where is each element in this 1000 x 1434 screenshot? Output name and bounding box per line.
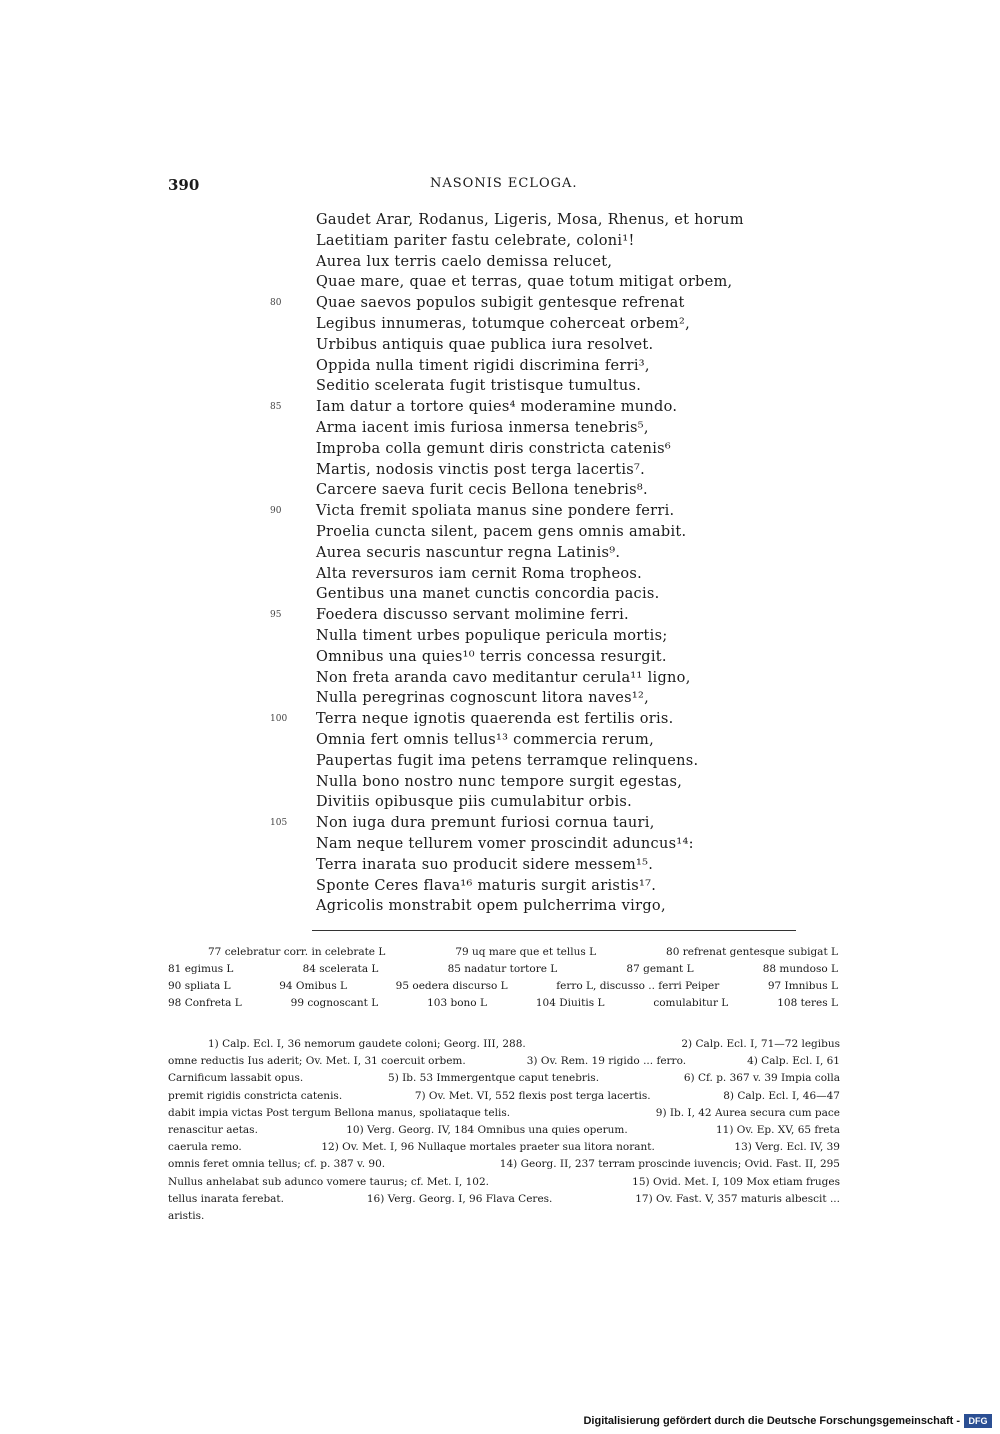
verse-number	[270, 252, 316, 273]
verse-text: Nulla bono nostro nunc tempore surgit egestas,	[316, 773, 683, 790]
apparatus-entry: 95 oedera discurso L	[395, 980, 508, 992]
apparatus-row	[168, 995, 838, 1012]
verse-text: Laetitiam pariter fastu celebrate, coloni¹!	[316, 232, 635, 249]
footnote-line	[168, 1105, 840, 1122]
verse-line	[270, 626, 790, 647]
verse-number	[270, 314, 316, 335]
apparatus-entry: 90 spliata L	[168, 980, 231, 992]
verse-text: Agricolis monstrabit opem pulcherrima virgo,	[316, 898, 666, 915]
verse-text: Quae saevos populos subigit gentesque refrenat	[316, 295, 685, 312]
verse-text: Divitiis opibusque piis cumulabitur orbis.	[316, 794, 633, 811]
verse-number	[270, 231, 316, 252]
footnote-segment: 7) Ov. Met. VI, 552 flexis post terga lacertis.	[414, 1089, 651, 1102]
verse-number	[270, 855, 316, 876]
verse-line	[270, 855, 790, 876]
footer-text: Digitalisierung gefördert durch die Deutsche Forschungsgemeinschaft -	[583, 1415, 960, 1427]
footnote-segment: 2) Calp. Ecl. I, 71—72 legibus	[681, 1038, 840, 1050]
verse-line	[270, 210, 790, 231]
verse-number	[270, 751, 316, 772]
verse-line	[270, 543, 790, 564]
verse-number	[270, 792, 316, 813]
verse-number	[270, 834, 316, 855]
verse-line	[270, 252, 790, 273]
verse-number	[270, 356, 316, 377]
verse-line	[270, 668, 790, 689]
verse-line	[270, 730, 790, 751]
verse-number	[270, 730, 316, 751]
footnote-segment: omne reductis Ius aderit; Ov. Met. I, 31 coercuit orbem.	[168, 1055, 466, 1068]
footnote-segment: omnis feret omnia tellus; cf. p. 387 v. 90.	[168, 1158, 386, 1171]
footnote-segment: 11) Ov. Ep. XV, 65 freta	[715, 1124, 840, 1137]
apparatus-entry: 85 nadatur tortore L	[447, 963, 558, 975]
verse-line	[270, 688, 790, 709]
footnote-segment: 14) Georg. II, 237 terram proscinde iuvencis; Ovid. Fast. II, 295	[499, 1158, 840, 1171]
apparatus-entry: 77 celebratur corr. in celebrate L	[208, 946, 386, 958]
verse-text: Omnibus una quies¹⁰ terris concessa resurgit.	[316, 648, 667, 665]
apparatus-row	[168, 978, 838, 995]
verse-number: 85	[270, 402, 282, 413]
apparatus-entry: 97 Imnibus L	[767, 980, 838, 992]
verse-text: Gaudet Arar, Rodanus, Ligeris, Mosa, Rhenus, et horum	[316, 212, 744, 228]
verse-number	[270, 272, 316, 293]
footnote-line	[168, 1156, 840, 1173]
verse-text: Gentibus una manet cunctis concordia pacis.	[316, 586, 660, 603]
footnote-segment: 15) Ovid. Met. I, 109 Mox etiam fruges	[632, 1175, 840, 1188]
apparatus-entry: 88 mundoso L	[762, 963, 838, 975]
verse-number	[270, 480, 316, 501]
footnote-segment: 13) Verg. Ecl. IV, 39	[734, 1141, 840, 1154]
verse-text: Quae mare, quae et terras, quae totum mitigat orbem,	[316, 274, 733, 291]
footnote-segment: caerula remo.	[168, 1141, 242, 1154]
footnote-line	[168, 1174, 840, 1191]
verse-text: Arma iacent imis furiosa inmersa tenebris⁵,	[316, 419, 649, 436]
verse-number	[270, 668, 316, 689]
apparatus-entry: 94 Omibus L	[279, 980, 348, 992]
verse-number: 80	[270, 298, 282, 309]
verse-text: Victa fremit spoliata manus sine pondere ferri.	[316, 503, 675, 520]
verse-text: Foedera discusso servant molimine ferri.	[316, 607, 629, 624]
verse-line	[270, 272, 790, 293]
apparatus-row	[168, 961, 838, 978]
verse-text: Aurea lux terris caelo demissa relucet,	[316, 253, 613, 270]
verse-text: Seditio scelerata fugit tristisque tumultus.	[316, 378, 642, 395]
verse-text: Nulla peregrinas cognoscunt litora naves¹²,	[316, 690, 650, 707]
divider	[312, 930, 796, 931]
verse-line	[270, 460, 790, 481]
verse-line	[270, 834, 790, 855]
verse-line	[270, 564, 790, 585]
footnote-line	[168, 1191, 840, 1208]
apparatus-entry: comulabitur L	[653, 997, 729, 1009]
verse-text: Terra inarata suo producit sidere messem¹⁵.	[316, 856, 654, 873]
verse-text: Improba colla gemunt diris constricta catenis⁶	[316, 440, 672, 457]
verse-text: Iam datur a tortore quies⁴ moderamine mundo.	[316, 399, 678, 416]
verse-text: Alta reversuros iam cernit Roma tropheos.	[316, 565, 643, 582]
verse-text: Omnia fert omnis tellus¹³ commercia rerum,	[316, 731, 654, 748]
verse-number	[270, 896, 316, 917]
apparatus-entry: ferro L, discusso .. ferri Peiper	[556, 980, 720, 992]
verse-line	[270, 397, 790, 418]
verse-text: Martis, nodosis vinctis post terga lacertis⁷.	[316, 461, 646, 478]
verse-line	[270, 584, 790, 605]
footnote-line	[168, 1122, 840, 1139]
verse-text: Non iuga dura premunt furiosi cornua tauri,	[316, 815, 655, 832]
footnote-line	[168, 1036, 840, 1053]
footnote-segment: tellus inarata ferebat.	[168, 1192, 284, 1205]
verse-line	[270, 751, 790, 772]
footnote-line	[168, 1070, 840, 1087]
footnote-segment: 4) Calp. Ecl. I, 61	[747, 1055, 840, 1068]
footnote-segment: 12) Ov. Met. I, 96 Nullaque mortales praeter sua litora norant.	[321, 1141, 655, 1154]
running-head: NASONIS ECLOGA.	[430, 176, 578, 191]
critical-apparatus	[168, 944, 838, 1012]
verse-line	[270, 356, 790, 377]
verse-number	[270, 376, 316, 397]
poem	[270, 210, 790, 917]
verse-number	[270, 564, 316, 585]
verse-number: 100	[270, 714, 288, 725]
footnote-line	[168, 1139, 840, 1156]
footnote-segment: dabit impia victas Post tergum Bellona manus, spoliataque telis.	[168, 1106, 511, 1119]
apparatus-entry: 84 scelerata L	[302, 963, 379, 975]
verse-line	[270, 522, 790, 543]
footnote-segment: 8) Calp. Ecl. I, 46—47	[723, 1089, 840, 1102]
verse-text: Nulla timent urbes populique pericula mortis;	[316, 627, 668, 644]
verse-number	[270, 210, 316, 231]
verse-text: Oppida nulla timent rigidi discrimina ferri³,	[316, 357, 650, 374]
footnote-segment: renascitur aetas.	[168, 1124, 258, 1137]
footnote-segment: 3) Ov. Rem. 19 rigido ... ferro.	[526, 1055, 687, 1068]
verse-number	[270, 772, 316, 793]
footnote-line	[168, 1088, 840, 1105]
verse-line	[270, 376, 790, 397]
apparatus-row	[168, 944, 838, 961]
footnote-segment: 9) Ib. I, 42 Aurea secura cum pace	[655, 1106, 840, 1119]
verse-number: 95	[270, 610, 282, 621]
verse-number	[270, 626, 316, 647]
verse-number	[270, 688, 316, 709]
dfg-logo-icon: DFG	[964, 1414, 992, 1428]
verse-line	[270, 231, 790, 252]
verse-text: Terra neque ignotis quaerenda est fertilis oris.	[316, 711, 674, 728]
verse-line	[270, 480, 790, 501]
footnote-segment: 16) Verg. Georg. I, 96 Flava Ceres.	[366, 1192, 553, 1205]
verse-text: Carcere saeva furit cecis Bellona tenebris⁸.	[316, 482, 648, 499]
verse-line	[270, 792, 790, 813]
footnote-segment: 10) Verg. Georg. IV, 184 Omnibus una quies operum.	[346, 1124, 628, 1137]
verse-number	[270, 543, 316, 564]
verse-number: 105	[270, 818, 288, 829]
verse-line	[270, 772, 790, 793]
verse-text: Nam neque tellurem vomer proscindit aduncus¹⁴:	[316, 835, 694, 852]
verse-line	[270, 501, 790, 522]
apparatus-entry: 87 gemant L	[626, 963, 694, 975]
verse-number	[270, 647, 316, 668]
footnote-segment: Nullus anhelabat sub adunco vomere taurus; cf. Met. I, 102.	[168, 1175, 489, 1188]
verse-text: Aurea securis nascuntur regna Latinis⁹.	[316, 544, 621, 561]
footnote-segment: 6) Cf. p. 367 v. 39 Impia colla	[683, 1072, 840, 1085]
footnote-segment: 5) Ib. 53 Immergentque caput tenebris.	[388, 1072, 600, 1085]
verse-line	[270, 335, 790, 356]
apparatus-entry: 103 bono L	[427, 997, 487, 1009]
footnote-line	[168, 1053, 840, 1070]
verse-number	[270, 335, 316, 356]
footnote-segment: premit rigidis constricta catenis.	[168, 1089, 343, 1102]
verse-number	[270, 876, 316, 897]
verse-text: Sponte Ceres flava¹⁶ maturis surgit aristis¹⁷.	[316, 877, 657, 894]
verse-line	[270, 605, 790, 626]
footnote-segment: aristis.	[168, 1210, 205, 1223]
verse-text: Paupertas fugit ima petens terramque relinquens.	[316, 752, 699, 769]
footnote-segment: Carnificum lassabit opus.	[168, 1072, 304, 1085]
footnote-segment: 17) Ov. Fast. V, 357 maturis albescit ...	[635, 1192, 840, 1205]
verse-text: Non freta aranda cavo meditantur cerula¹¹ ligno,	[316, 669, 691, 686]
verse-number	[270, 418, 316, 439]
verse-text: Legibus innumeras, totumque coherceat orbem²,	[316, 315, 690, 332]
apparatus-entry: 98 Confreta L	[168, 997, 242, 1009]
verse-line	[270, 876, 790, 897]
apparatus-entry: 79 uq mare que et tellus L	[455, 946, 597, 958]
verse-text: Urbibus antiquis quae publica iura resolvet.	[316, 336, 654, 353]
verse-line	[270, 418, 790, 439]
apparatus-entry: 104 Diuitis L	[535, 997, 605, 1009]
apparatus-entry: 99 cognoscant L	[290, 997, 379, 1009]
verse-line	[270, 813, 790, 834]
apparatus-entry: 80 refrenat gentesque subigat L	[666, 946, 838, 958]
verse-number	[270, 439, 316, 460]
verse-line	[270, 314, 790, 335]
verse-line	[270, 439, 790, 460]
verse-text: Proelia cuncta silent, pacem gens omnis amabit.	[316, 523, 687, 540]
footnote-line	[168, 1208, 840, 1225]
verse-line	[270, 896, 790, 917]
footer	[583, 1414, 992, 1428]
verse-number: 90	[270, 506, 282, 517]
verse-number	[270, 522, 316, 543]
footnote-segment: 1) Calp. Ecl. I, 36 nemorum gaudete coloni; Georg. III, 288.	[208, 1038, 526, 1050]
apparatus-entry: 108 teres L	[777, 997, 838, 1009]
footnotes	[168, 1036, 840, 1225]
verse-line	[270, 709, 790, 730]
apparatus-entry: 81 egimus L	[168, 963, 234, 975]
verse-number	[270, 584, 316, 605]
page-number: 390	[168, 176, 200, 194]
verse-line	[270, 293, 790, 314]
verse-line	[270, 647, 790, 668]
verse-number	[270, 460, 316, 481]
